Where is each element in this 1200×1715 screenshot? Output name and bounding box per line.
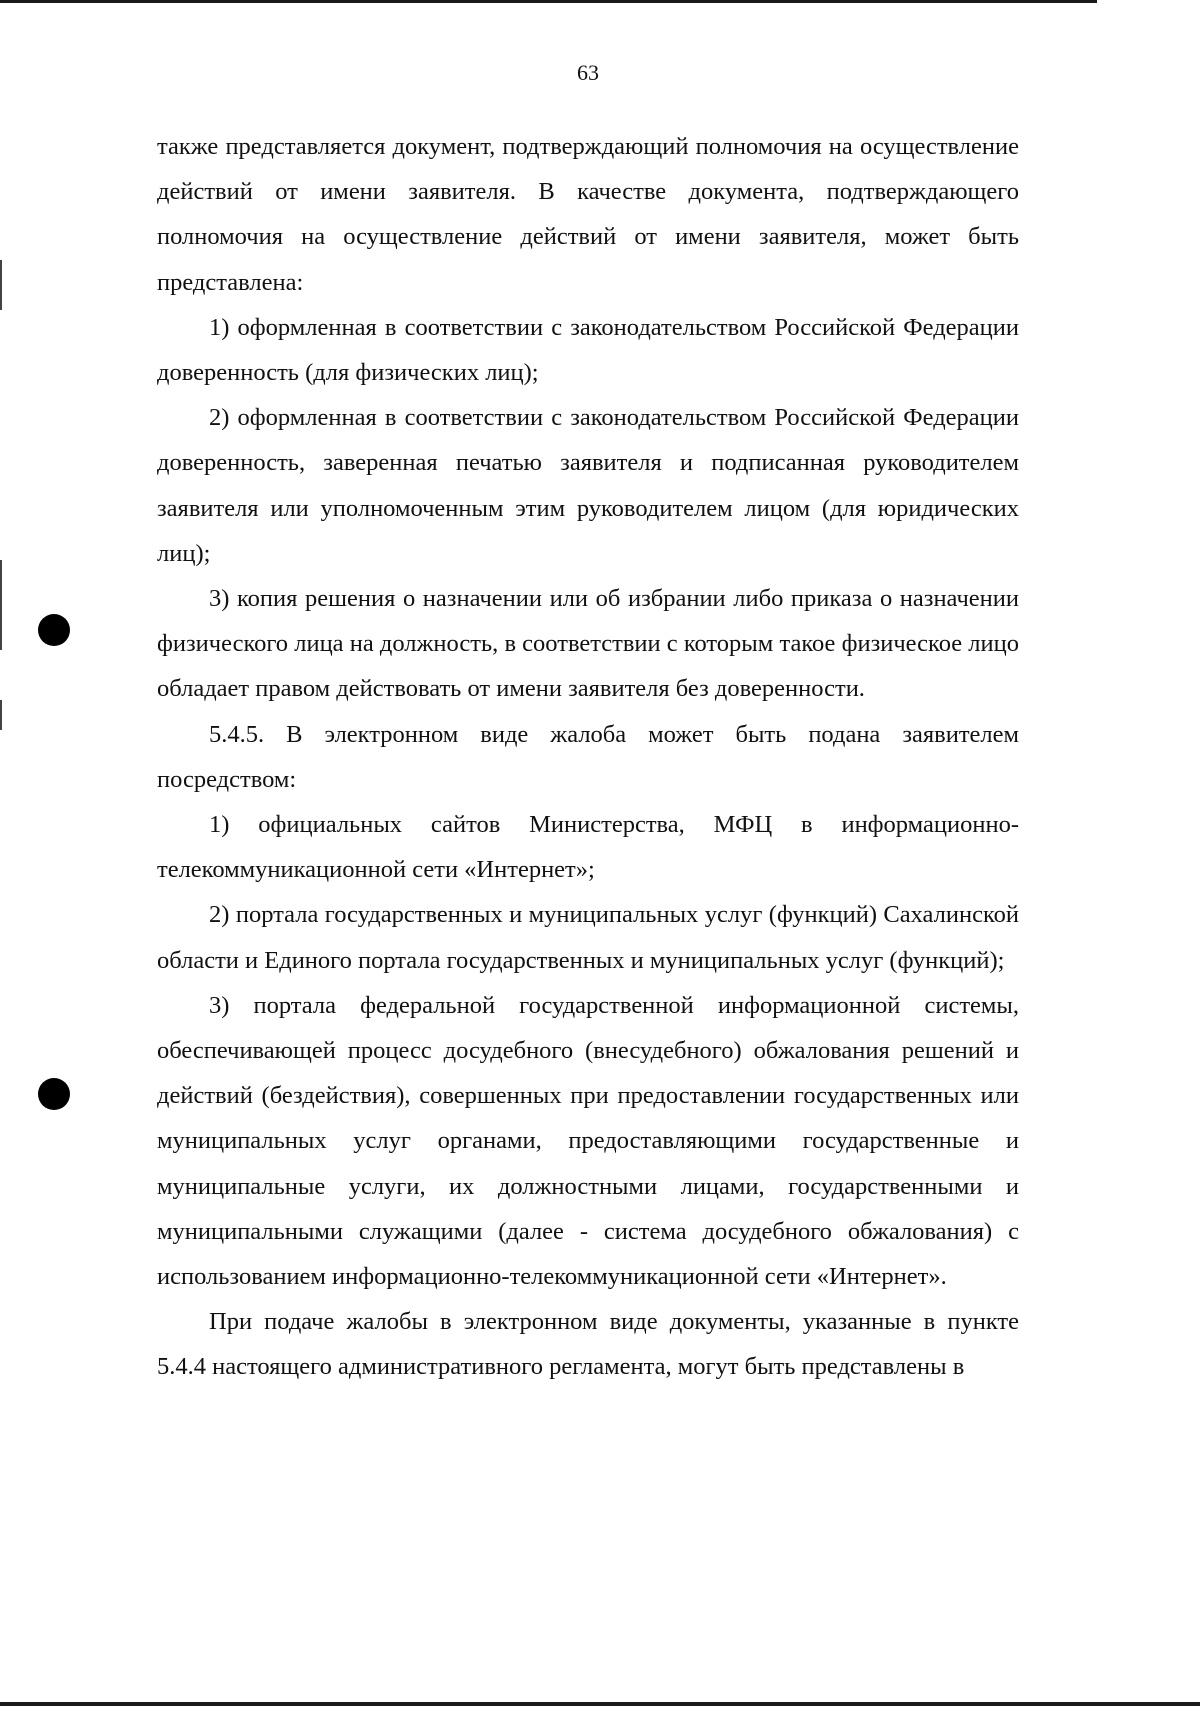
scan-left-mark	[0, 700, 2, 730]
list-item-power-of-attorney-legal-entities: 2) оформленная в соответствии с законодательством Российской Федерации доверенность, заверенная печатью заявителя и подписанная руководителем заявителя или уполномоченным этим руководителем лицом (для юридических лиц);	[157, 404, 1019, 567]
scan-top-edge	[0, 0, 1097, 3]
paragraph-electronic-submission: При подаче жалобы в электронном виде документы, указанные в пункте 5.4.4 настоящего административного регламента, могут быть представлены в	[157, 1308, 1019, 1381]
list-item-services-portal: 2) портала государственных и муниципальных услуг (функций) Сахалинской области и Единого портала государственных и муниципальных услуг (функций);	[157, 901, 1019, 974]
page-number: 63	[577, 60, 599, 85]
body-text	[157, 124, 1019, 1390]
scan-right-margin	[1097, 0, 1200, 1702]
list-item-official-sites: 1) официальных сайтов Министерства, МФЦ в информационно-телекоммуникационной сети «Интернет»;	[157, 811, 1019, 884]
punch-hole-upper	[38, 614, 70, 646]
punch-hole-lower	[38, 1078, 70, 1110]
list-item-federal-appeal-system: 3) портала федеральной государственной информационной системы, обеспечивающей процесс досудебного (внесудебного) обжалования решений и действий (бездействия), совершенных при предоставлении государственных или муниципальных услуг органами, предоставляющими государственные и муниципальные услуги, их должностными лицами, государственными и муниципальными служащими (далее - система досудебного обжалования) с использованием информационно-телекоммуникационной сети «Интернет».	[157, 991, 1019, 1291]
paragraph-section-5-4-5: 5.4.5. В электронном виде жалоба может быть подана заявителем посредством:	[157, 720, 1019, 793]
list-item-appointment-decision-copy: 3) копия решения о назначении или об избрании либо приказа о назначении физического лица на должность, в соответствии с которым такое физическое лицо обладает правом действовать от имени заявителя без доверенности.	[157, 585, 1019, 703]
scan-left-mark	[0, 260, 2, 310]
scan-left-mark	[0, 560, 2, 650]
list-item-power-of-attorney-individuals: 1) оформленная в соответствии с законодательством Российской Федерации доверенность (для физических лиц);	[157, 313, 1019, 387]
paragraph-continuation: также представляется документ, подтверждающий полномочия на осуществление действий от имени заявителя. В качестве документа, подтверждающего полномочия на осуществление действий от имени заявителя, может быть представлена:	[157, 133, 1019, 296]
scan-bottom-edge	[0, 1702, 1200, 1706]
